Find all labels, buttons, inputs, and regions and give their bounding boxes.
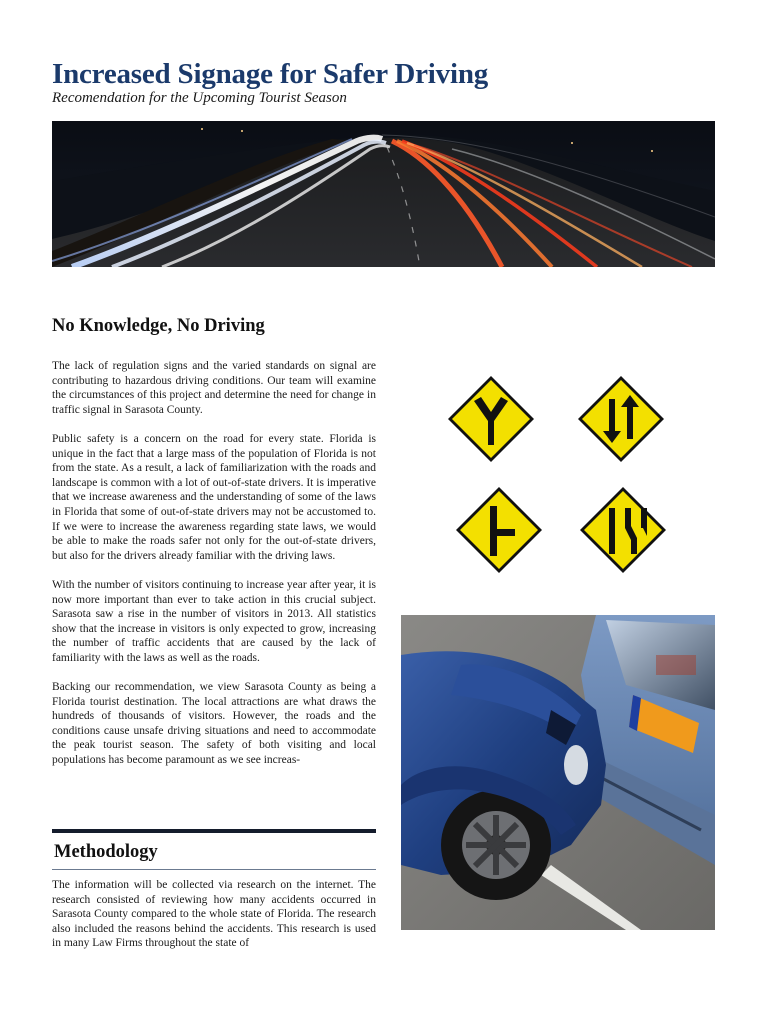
highway-light-trails-photo [52,121,715,267]
y-intersection-sign-icon [448,376,534,462]
two-way-traffic-sign-icon [578,376,664,462]
section-heading-no-knowledge: No Knowledge, No Driving [52,316,265,336]
section-divider [52,829,376,833]
paragraph: Public safety is a concern on the road for every state. Florida is unique in the fact that a large mass of the population of Florida is not from the state. As a result, a lack of familiarization with the roads and landscape is common with a lot of out-of-state drivers. It is imperative that we increase awareness and the understanding of some of the laws in Florida that some of out-of-state drivers may not be accustomed to. If we were to increase the awareness regarding state laws, we would be able to make the roads safer not only for the out-of-state drivers, but also for the drivers already familiar with the driving laws. [52,432,376,562]
section-body-methodology [52,878,376,953]
document-subtitle: Recomendation for the Upcoming Tourist Season [52,90,347,106]
section-heading-methodology: Methodology [54,842,158,862]
paragraph: The information will be collected via research on the internet. The research consisted of reviewing how many accidents occurred in Sarasota County compared to the whole state of Florida. The research also included the reasons behind the accidents. This research is used in many Law Firms throughout the state of [52,879,376,950]
document-title: Increased Signage for Safer Driving [52,58,489,90]
lane-ends-sign-icon [580,487,666,573]
heading-underline [52,869,376,870]
section-body-no-knowledge [52,359,376,809]
road-signs-figure [438,370,683,575]
paragraph: The lack of regulation signs and the varied standards on signal are contributing to hazardous driving conditions. Our team will examine the circumstances of this project and determine the need for change in traffic signal in Sarasota County. [52,360,376,416]
car-collision-photo [401,615,715,930]
side-road-sign-icon [456,487,542,573]
paragraph: With the number of visitors continuing to increase year after year, it is now more important than ever to take action in this crucial subject. Sarasota saw a rise in the number of visitors in 2013. All statistics show that the increase in visitors is only expected to grow, increasing the number of traffic accidents that are caused by the lack of familiarity with the laws as well as the roads. [52,578,376,664]
paragraph: Backing our recommendation, we view Sarasota County as being a Florida tourist destination. The local attractions are what draws the hundreds of thousands of visitors. However, the roads and the conditions cause unsafe driving situations and need to accommodate the peak tourist season. The safety of both visiting and local populations has become paramount as we see increas- [52,681,376,767]
